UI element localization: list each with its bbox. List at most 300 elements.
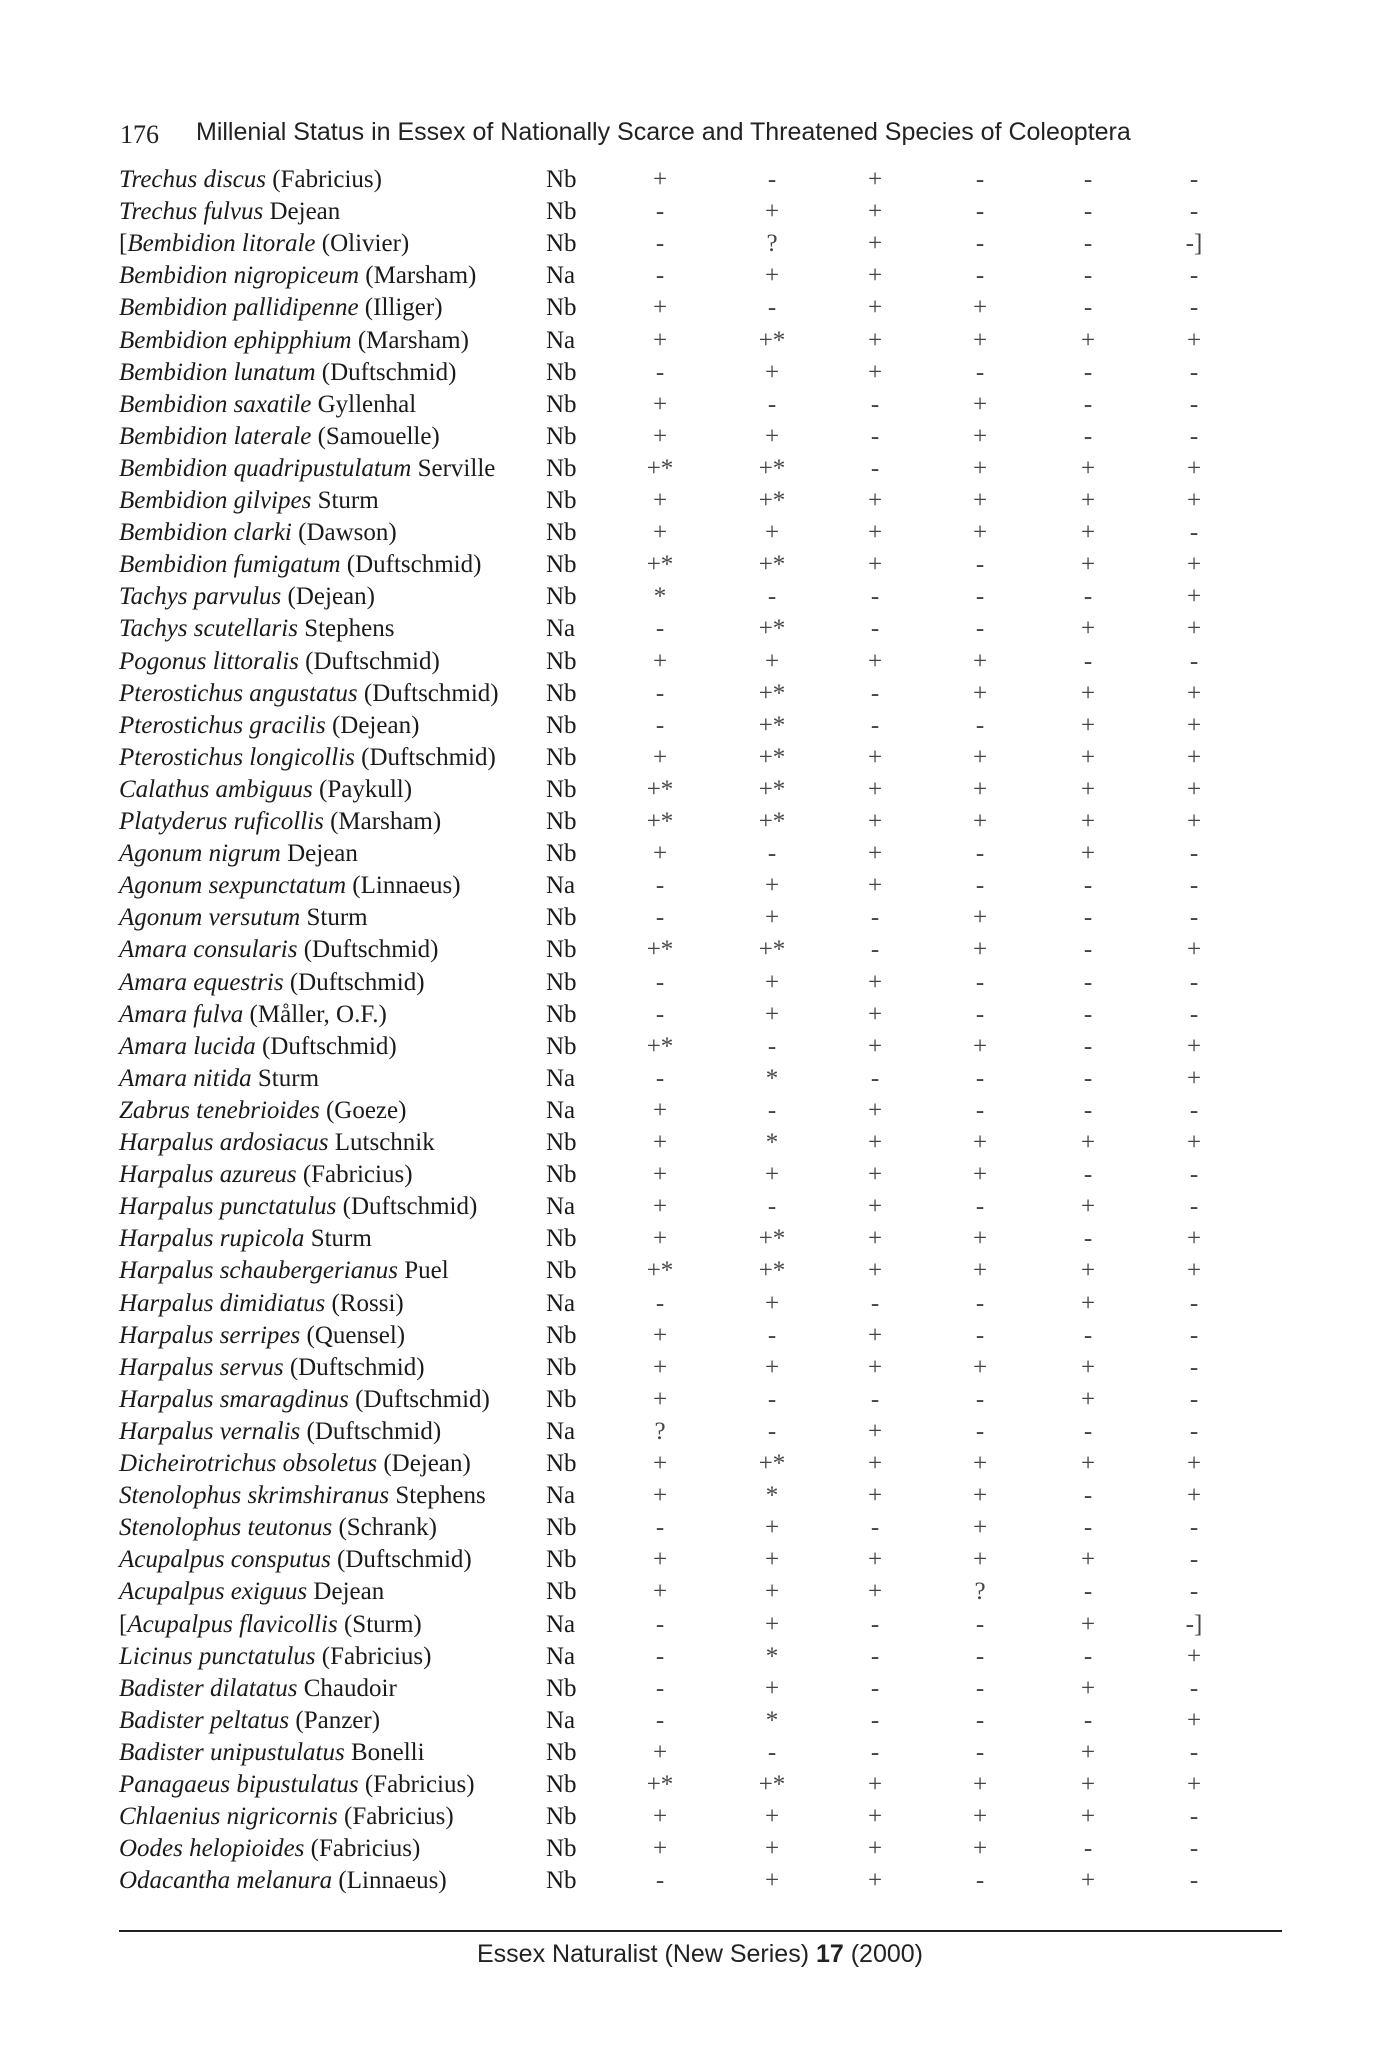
record-cell-3: - — [870, 1674, 880, 1702]
record-cell-2: + — [764, 1803, 780, 1831]
table-row — [0, 517, 1400, 549]
status-code: Nb — [546, 1353, 577, 1381]
record-cell-3: + — [867, 1578, 883, 1606]
species-name — [119, 1191, 477, 1223]
record-cell-1: +* — [646, 1257, 674, 1285]
species-author: (Duftschmid) — [297, 936, 439, 964]
record-cell-5: + — [1080, 679, 1096, 707]
species-binomial: Harpalus dimidiatus — [119, 1289, 326, 1317]
table-row — [0, 389, 1400, 421]
record-cell-1: + — [652, 1803, 668, 1831]
species-name — [119, 1384, 490, 1416]
species-binomial: Badister peltatus — [119, 1706, 290, 1734]
record-cell-6: - — [1189, 1514, 1199, 1542]
record-cell-4: + — [972, 1482, 988, 1510]
status-code: Nb — [546, 1867, 577, 1895]
record-cell-3: + — [867, 358, 883, 386]
species-binomial: Agonum nigrum — [119, 840, 281, 868]
record-cell-4: + — [972, 1803, 988, 1831]
species-binomial: Trechus fulvus — [119, 198, 264, 226]
species-name — [119, 1769, 475, 1801]
record-cell-2: + — [764, 262, 780, 290]
record-cell-1: + — [652, 647, 668, 675]
record-cell-1: - — [655, 262, 665, 290]
status-code: Na — [546, 1096, 576, 1124]
record-cell-1: - — [655, 1000, 665, 1028]
record-cell-3: - — [870, 1385, 880, 1413]
record-cell-5: + — [1080, 1771, 1096, 1798]
record-cell-5: + — [1080, 840, 1096, 868]
table-row — [0, 1673, 1400, 1705]
species-name — [119, 1095, 406, 1127]
record-cell-3: - — [870, 1738, 880, 1766]
species-name — [119, 1255, 449, 1287]
record-cell-1: + — [652, 1321, 668, 1349]
record-cell-3: + — [867, 519, 883, 547]
record-cell-3: - — [870, 390, 880, 418]
status-code: Nb — [546, 519, 577, 547]
species-name — [119, 1288, 404, 1320]
species-name — [119, 838, 358, 870]
record-cell-6: - — [1189, 358, 1199, 386]
species-binomial: Amara lucida — [119, 1032, 256, 1060]
table-row — [0, 1641, 1400, 1673]
status-code: Nb — [546, 647, 577, 675]
record-cell-5: + — [1080, 743, 1096, 771]
status-code: Na — [546, 615, 576, 643]
species-name — [119, 485, 379, 517]
record-cell-4: + — [972, 1835, 988, 1863]
record-cell-4: - — [975, 1674, 985, 1702]
record-cell-2: ? — [766, 230, 778, 258]
record-cell-3: + — [867, 1353, 883, 1381]
species-binomial: Calathus ambiguus — [119, 775, 313, 803]
record-cell-1: - — [655, 1514, 665, 1542]
status-code: Na — [546, 1482, 576, 1510]
record-cell-4: - — [975, 1738, 985, 1766]
record-cell-4: - — [975, 872, 985, 900]
record-cell-2: +* — [758, 326, 786, 354]
record-cell-6: - — [1189, 1417, 1199, 1445]
species-name — [119, 710, 419, 742]
species-binomial: Bembidion saxatile — [119, 390, 312, 418]
record-cell-4: - — [975, 1064, 985, 1092]
record-cell-4: - — [975, 615, 985, 643]
record-cell-1: ? — [654, 1417, 666, 1445]
species-binomial: Harpalus servus — [119, 1353, 284, 1381]
record-cell-5: - — [1083, 1096, 1093, 1124]
record-cell-5: + — [1080, 551, 1096, 579]
record-cell-2: + — [764, 1835, 780, 1863]
record-cell-1: + — [652, 326, 668, 354]
record-cell-1: + — [652, 1161, 668, 1189]
species-binomial: Licinus punctatulus — [119, 1642, 316, 1670]
record-cell-4: - — [975, 583, 985, 611]
record-cell-6: -] — [1185, 1610, 1203, 1638]
species-author: (Duftschmid) — [340, 551, 482, 579]
record-cell-3: + — [867, 262, 883, 290]
record-cell-6: + — [1186, 615, 1202, 643]
record-cell-6: + — [1186, 679, 1202, 707]
species-name — [119, 1801, 454, 1833]
status-code: Nb — [546, 840, 577, 868]
table-row — [0, 292, 1400, 324]
table-row — [0, 1288, 1400, 1320]
species-author: Sturm — [300, 904, 368, 932]
species-author: (Samouelle) — [311, 422, 440, 450]
record-cell-2: - — [767, 1385, 777, 1413]
record-cell-4: + — [972, 1129, 988, 1156]
species-name — [119, 967, 425, 999]
record-cell-1: - — [655, 230, 665, 258]
record-cell-4: + — [972, 808, 988, 835]
table-row — [0, 646, 1400, 678]
record-cell-6: - — [1189, 166, 1199, 193]
species-author: (Duftschmid) — [336, 1193, 478, 1221]
species-author: Dejean — [280, 840, 358, 868]
record-cell-4: - — [975, 1000, 985, 1028]
record-cell-1: +* — [646, 454, 674, 482]
species-author: (Schrank) — [332, 1514, 438, 1542]
record-cell-3: - — [870, 615, 880, 643]
record-cell-3: - — [870, 936, 880, 964]
status-code: Nb — [546, 775, 577, 803]
species-binomial: Stenolophus teutonus — [119, 1514, 333, 1542]
record-cell-4: + — [972, 936, 988, 964]
record-cell-3: + — [867, 743, 883, 771]
record-cell-5: - — [1083, 1000, 1093, 1028]
record-cell-5: - — [1083, 872, 1093, 900]
table-row — [0, 1448, 1400, 1480]
record-cell-6: - — [1189, 1738, 1199, 1766]
record-cell-4: + — [972, 743, 988, 771]
record-cell-1: + — [652, 519, 668, 547]
status-code: Nb — [546, 1000, 577, 1028]
record-cell-5: + — [1080, 808, 1096, 835]
species-name — [119, 1609, 422, 1641]
status-code: Nb — [546, 968, 577, 996]
record-cell-4: - — [975, 1642, 985, 1670]
record-cell-1: - — [655, 904, 665, 932]
table-row — [0, 453, 1400, 485]
record-cell-6: + — [1186, 1032, 1202, 1060]
species-author: Chaudoir — [297, 1674, 397, 1702]
record-cell-2: +* — [758, 1257, 786, 1285]
record-cell-5: - — [1083, 422, 1093, 450]
species-binomial: Agonum versutum — [119, 904, 301, 932]
species-author: (Fabricius) — [315, 1642, 432, 1670]
status-code: Nb — [546, 1803, 577, 1831]
species-name — [119, 1512, 437, 1544]
record-cell-4: + — [972, 1225, 988, 1253]
status-code: Nb — [546, 679, 577, 707]
status-code: Nb — [546, 904, 577, 932]
table-row — [0, 1063, 1400, 1095]
record-cell-3: - — [870, 711, 880, 739]
species-author: (Fabricius) — [358, 1771, 475, 1798]
table-row — [0, 1801, 1400, 1833]
species-name — [119, 1641, 432, 1673]
record-cell-5: - — [1083, 1642, 1093, 1670]
record-cell-6: - — [1189, 294, 1199, 322]
record-cell-4: - — [975, 1610, 985, 1638]
species-binomial: Amara equestris — [119, 968, 284, 996]
species-name — [119, 1031, 397, 1063]
species-binomial: Stenolophus skrimshiranus — [119, 1482, 390, 1510]
status-code: Nb — [546, 1321, 577, 1349]
species-binomial: Bembidion ephipphium — [119, 326, 352, 354]
record-cell-5: + — [1080, 1803, 1096, 1831]
species-binomial: Harpalus ardosiacus — [119, 1129, 329, 1156]
record-cell-1: +* — [646, 1032, 674, 1060]
status-code: Nb — [546, 422, 577, 450]
running-header — [120, 114, 1210, 154]
species-author: (Panzer) — [289, 1706, 381, 1734]
status-code: Nb — [546, 1129, 577, 1156]
record-cell-5: - — [1083, 262, 1093, 290]
record-cell-4: ? — [974, 1578, 986, 1606]
record-cell-2: +* — [758, 454, 786, 482]
status-code: Na — [546, 262, 576, 290]
record-cell-6: + — [1186, 936, 1202, 964]
status-code: Nb — [546, 230, 577, 258]
record-cell-5: - — [1083, 968, 1093, 996]
species-author: (Duftschmid) — [255, 1032, 397, 1060]
species-binomial: Zabrus tenebrioides — [119, 1096, 320, 1124]
record-cell-4: - — [975, 1289, 985, 1317]
record-cell-3: + — [867, 1546, 883, 1574]
species-name — [119, 325, 469, 357]
table-row — [0, 1416, 1400, 1448]
table-row — [0, 1127, 1400, 1159]
species-author: Stephens — [297, 615, 395, 643]
record-cell-4: - — [975, 1706, 985, 1734]
record-cell-2: +* — [758, 1771, 786, 1798]
record-cell-1: + — [652, 390, 668, 418]
record-cell-2: + — [764, 358, 780, 386]
table-row — [0, 260, 1400, 292]
species-name — [119, 1705, 380, 1737]
record-cell-1: + — [652, 487, 668, 514]
record-cell-1: + — [652, 294, 668, 322]
record-cell-4: - — [975, 711, 985, 739]
record-cell-6: - — [1189, 1546, 1199, 1574]
record-cell-2: - — [767, 1096, 777, 1124]
species-binomial: Harpalus azureus — [119, 1161, 297, 1189]
species-name — [119, 1223, 372, 1255]
table-row — [0, 1159, 1400, 1191]
footer-volume: 17 — [815, 1940, 844, 1968]
record-cell-3: - — [870, 1064, 880, 1092]
record-cell-2: * — [765, 1064, 779, 1092]
status-code: Nb — [546, 743, 577, 771]
record-cell-2: - — [767, 1417, 777, 1445]
species-binomial: Bembidion fumigatum — [119, 551, 341, 579]
species-author: (Dejean) — [281, 583, 375, 611]
species-binomial: Pogonus littoralis — [119, 647, 299, 675]
record-cell-5: - — [1083, 166, 1093, 193]
record-cell-5: - — [1083, 1417, 1093, 1445]
record-cell-5: + — [1080, 1353, 1096, 1381]
table-row — [0, 934, 1400, 966]
table-row — [0, 1095, 1400, 1127]
record-cell-3: + — [867, 166, 883, 193]
record-cell-5: + — [1080, 454, 1096, 482]
record-cell-2: +* — [758, 743, 786, 771]
species-name — [119, 196, 340, 228]
page-number: 176 — [120, 120, 159, 149]
record-cell-5: - — [1083, 1835, 1093, 1863]
status-code: Nb — [546, 583, 577, 611]
species-name — [119, 1352, 425, 1384]
record-cell-1: - — [655, 1064, 665, 1092]
table-row — [0, 806, 1400, 838]
record-cell-6: + — [1186, 583, 1202, 611]
record-cell-6: + — [1186, 1771, 1202, 1798]
species-author: (Fabricius) — [304, 1835, 421, 1863]
record-cell-5: - — [1083, 1064, 1093, 1092]
species-author: Dejean — [263, 198, 341, 226]
record-cell-3: - — [870, 1289, 880, 1317]
record-cell-4: + — [972, 1450, 988, 1477]
species-author: (Goeze) — [319, 1096, 407, 1124]
record-cell-6: + — [1186, 1706, 1202, 1734]
species-binomial: Harpalus punctatulus — [119, 1193, 337, 1221]
record-cell-4: + — [972, 487, 988, 514]
record-cell-5: - — [1083, 358, 1093, 386]
record-cell-2: - — [767, 166, 777, 193]
record-cell-2: + — [764, 872, 780, 900]
record-cell-5: - — [1083, 1161, 1093, 1189]
record-cell-5: + — [1080, 1610, 1096, 1638]
record-cell-2: + — [764, 1161, 780, 1189]
record-cell-6: - — [1189, 390, 1199, 418]
status-code: Na — [546, 1417, 576, 1445]
record-cell-5: - — [1083, 647, 1093, 675]
record-cell-1: + — [652, 1096, 668, 1124]
record-cell-6: -] — [1185, 230, 1203, 258]
species-author: Bonelli — [344, 1738, 425, 1766]
species-author: (Fabricius) — [266, 166, 382, 193]
species-bracket: [ — [119, 1610, 128, 1638]
record-cell-1: + — [652, 1193, 668, 1221]
status-code: Nb — [546, 390, 577, 418]
species-binomial: Oodes helopioides — [119, 1835, 305, 1863]
record-cell-3: + — [867, 872, 883, 900]
running-title: Millenial Status in Essex of Nationally Scarce and Threatened Species of Coleoptera — [196, 118, 1131, 146]
record-cell-5: + — [1080, 1289, 1096, 1317]
status-code: Nb — [546, 1674, 577, 1702]
record-cell-2: +* — [758, 1225, 786, 1253]
status-code: Nb — [546, 487, 577, 514]
record-cell-1: - — [655, 1289, 665, 1317]
record-cell-5: + — [1080, 1674, 1096, 1702]
record-cell-5: - — [1083, 1514, 1093, 1542]
record-cell-2: + — [764, 904, 780, 932]
record-cell-5: - — [1083, 1578, 1093, 1606]
status-code: Na — [546, 1706, 576, 1734]
record-cell-3: + — [867, 1417, 883, 1445]
record-cell-6: - — [1189, 1161, 1199, 1189]
status-code: Nb — [546, 1225, 577, 1253]
record-cell-5: + — [1080, 1546, 1096, 1574]
species-binomial: Bembidion gilvipes — [119, 487, 312, 514]
species-author: (Quensel) — [300, 1321, 406, 1349]
species-binomial: Pterostichus angustatus — [119, 679, 358, 707]
record-cell-5: - — [1083, 294, 1093, 322]
species-binomial: Trechus discus — [119, 166, 266, 193]
record-cell-2: - — [767, 1193, 777, 1221]
record-cell-1: - — [655, 1642, 665, 1670]
record-cell-6: - — [1189, 1385, 1199, 1413]
table-row — [0, 164, 1400, 196]
record-cell-3: + — [867, 198, 883, 226]
status-code: Nb — [546, 1738, 577, 1766]
record-cell-6: + — [1186, 454, 1202, 482]
species-author: (Fabricius) — [296, 1161, 413, 1189]
species-author: Sturm — [311, 487, 379, 514]
species-binomial: Amara consularis — [119, 936, 298, 964]
record-cell-3: + — [867, 1803, 883, 1831]
species-name — [119, 581, 375, 613]
record-cell-3: - — [870, 422, 880, 450]
species-binomial: Tachys parvulus — [119, 583, 282, 611]
record-cell-4: - — [975, 1417, 985, 1445]
record-cell-6: - — [1189, 1674, 1199, 1702]
record-cell-4: + — [972, 1771, 988, 1798]
species-binomial: Badister unipustulatus — [119, 1738, 345, 1766]
species-author: (Duftschmid) — [357, 679, 499, 707]
species-name — [119, 806, 441, 838]
status-code: Nb — [546, 294, 577, 322]
record-cell-6: - — [1189, 647, 1199, 675]
record-cell-1: - — [655, 358, 665, 386]
record-cell-1: + — [652, 1738, 668, 1766]
record-cell-1: +* — [646, 936, 674, 964]
species-author: (Marsham) — [323, 808, 442, 835]
species-name — [119, 742, 496, 774]
status-code: Na — [546, 1193, 576, 1221]
species-binomial: Bembidion laterale — [119, 422, 312, 450]
table-row — [0, 1223, 1400, 1255]
species-author: Gyllenhal — [311, 390, 417, 418]
record-cell-1: +* — [646, 808, 674, 835]
record-cell-1: - — [655, 872, 665, 900]
record-cell-1: - — [655, 1610, 665, 1638]
record-cell-2: - — [767, 1321, 777, 1349]
record-cell-3: + — [867, 1129, 883, 1156]
record-cell-6: + — [1186, 1642, 1202, 1670]
status-code: Na — [546, 872, 576, 900]
record-cell-3: + — [867, 1482, 883, 1510]
record-cell-4: + — [972, 1032, 988, 1060]
record-cell-5: + — [1080, 487, 1096, 514]
species-author: (Olivier) — [315, 230, 410, 258]
species-binomial: Agonum sexpunctatum — [119, 872, 347, 900]
species-author: (Dejean) — [377, 1450, 471, 1477]
record-cell-5: - — [1083, 1706, 1093, 1734]
record-cell-5: - — [1083, 904, 1093, 932]
table-row — [0, 1609, 1400, 1641]
record-cell-2: + — [764, 1353, 780, 1381]
status-code: Nb — [546, 1546, 577, 1574]
status-code: Na — [546, 1289, 576, 1317]
species-name — [119, 999, 387, 1031]
species-name — [119, 1127, 435, 1159]
table-row — [0, 325, 1400, 357]
record-cell-1: - — [655, 679, 665, 707]
record-cell-3: - — [870, 679, 880, 707]
